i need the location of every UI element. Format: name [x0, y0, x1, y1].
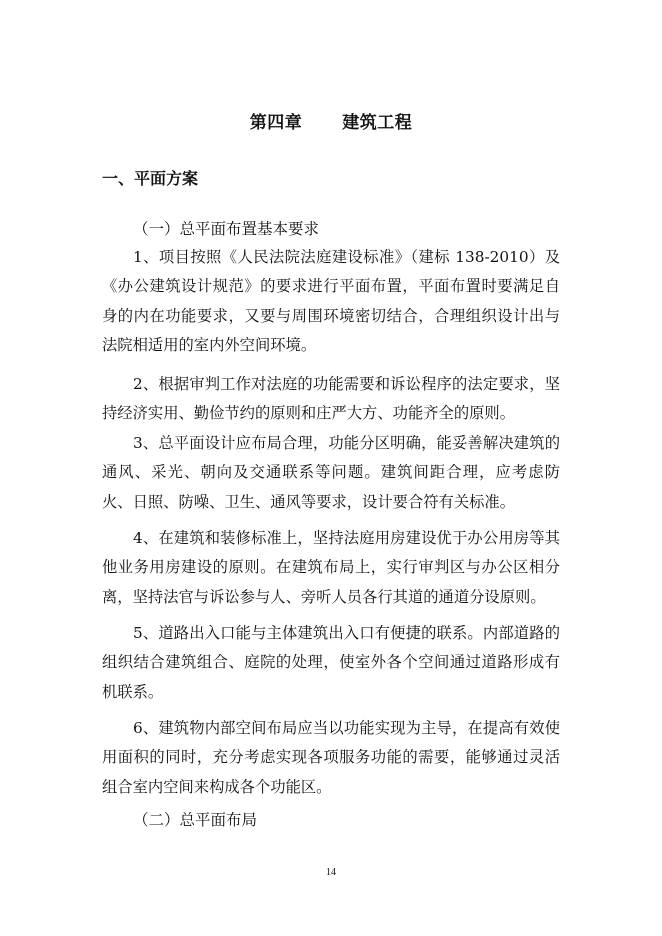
chapter-number: 第四章 — [249, 113, 303, 133]
subsection-heading-2: （二）总平面布局 — [133, 811, 258, 829]
chapter-name: 建筑工程 — [342, 113, 413, 133]
chapter-title — [0, 108, 662, 133]
page-number: 14 — [326, 867, 336, 878]
paragraph-2: 2、根据审判工作对法庭的功能需要和诉讼程序的法定要求，坚持经济实用、勤俭节约的原则和庄严大方、功能齐全的原则。 — [102, 375, 560, 423]
paragraph-6: 6、建筑物内部空间布局应当以功能实现为主导，在提高有效使用面积的同时，充分考虑实现各项服务功能的需要，能够通过灵活组合室内空间来构成各个功能区。 — [102, 719, 560, 796]
paragraph-1: 1、项目按照《人民法院法庭建设标准》（建标 138-2010）及《办公建筑设计规范》的要求进行平面布置，平面布置时要满足自身的内在功能要求，又要与周围环境密切结合，合理组织设计出与法院相适用的室内外空间环境。 — [102, 248, 560, 354]
subsection-heading-1: （一）总平面布置基本要求 — [133, 220, 320, 238]
paragraph-4: 4、在建筑和装修标准上，坚持法庭用房建设优于办公用房等其他业务用房建设的原则。在建筑布局上，实行审判区与办公区相分离，坚持法官与诉讼参与人、旁听人员各行其道的通道分设原则。 — [102, 529, 560, 606]
section-heading: 一、平面方案 — [102, 169, 199, 188]
paragraph-5: 5、道路出入口能与主体建筑出入口有便捷的联系。内部道路的组织结合建筑组合、庭院的处理，使室外各个空间通过道路形成有机联系。 — [102, 624, 560, 701]
paragraph-3: 3、总平面设计应布局合理，功能分区明确，能妥善解决建筑的通风、采光、朝向及交通联系等问题。建筑间距合理，应考虑防火、日照、防噪、卫生、通风等要求，设计要合符有关标准。 — [102, 434, 560, 511]
